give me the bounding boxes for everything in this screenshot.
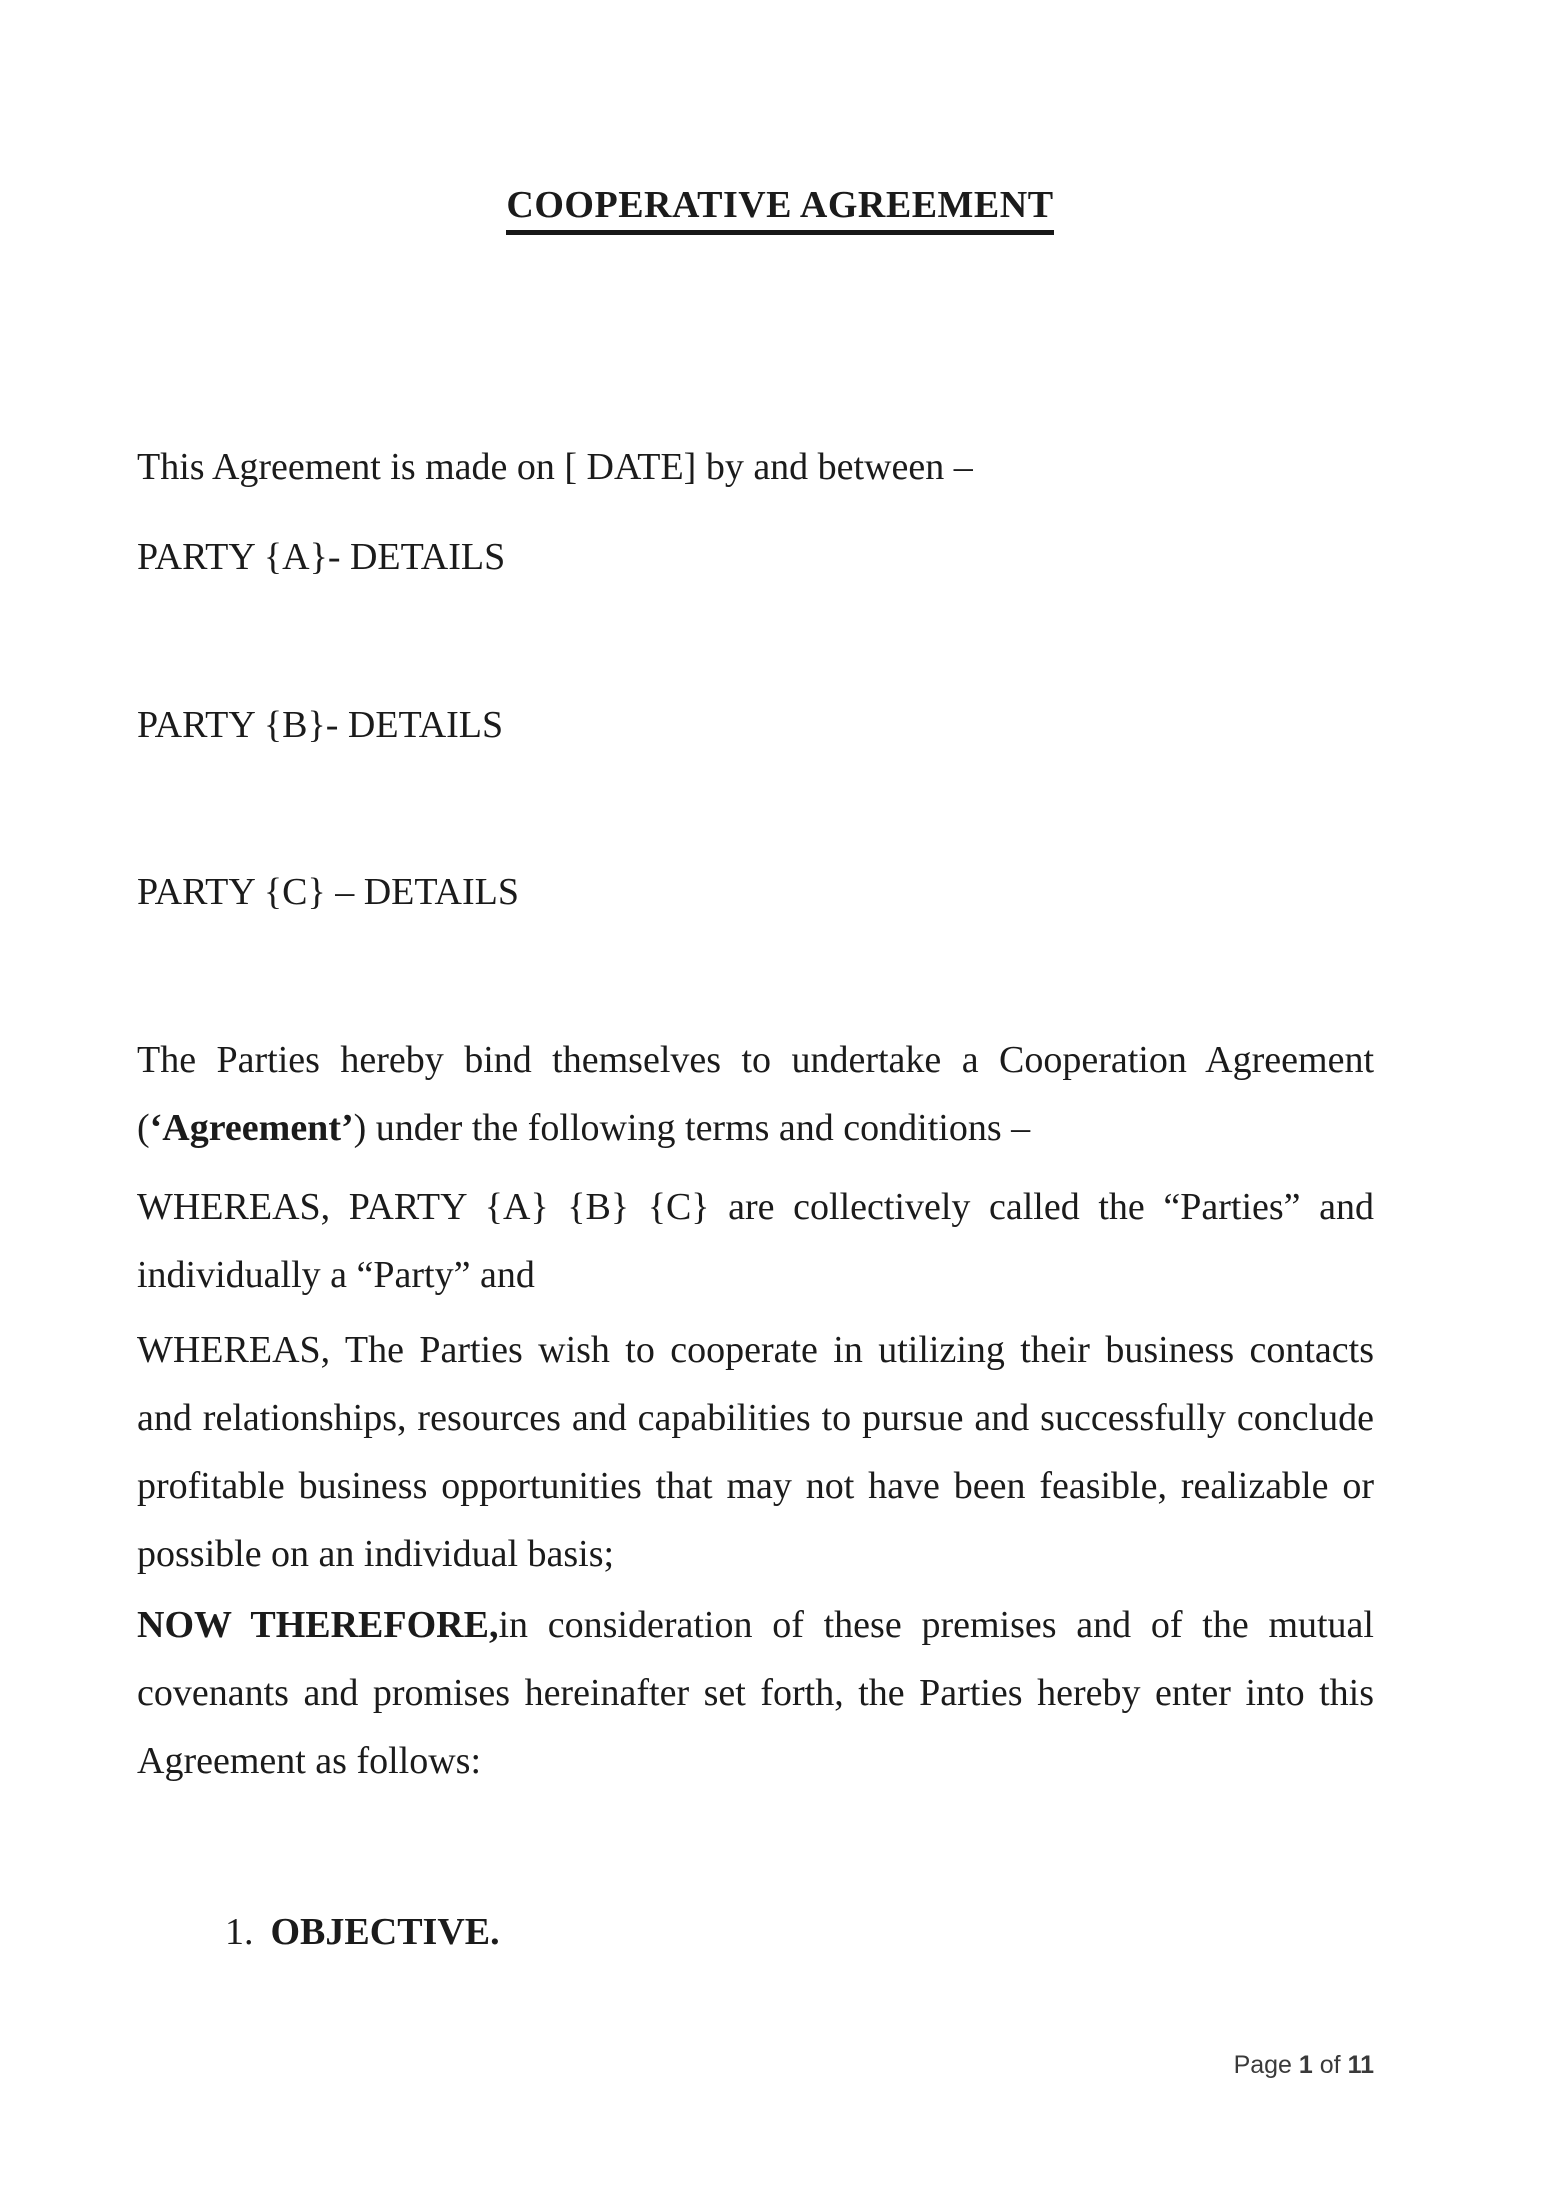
section-heading-objective xyxy=(137,1898,1374,1966)
whereas-parties-paragraph: WHEREAS, PARTY {A} {B} {C} are collectively called the “Parties” and individually a “Party” and xyxy=(137,1186,1374,1296)
whereas-cooperation-paragraph: WHEREAS, The Parties wish to cooperate in utilizing their business contacts and relationships, resources and capabilities to pursue and successfully conclude profitable business opportunities that may not have been feasible, realizable or possible on an individual basis; xyxy=(137,1329,1374,1575)
document-title-text: COOPERATIVE AGREEMENT xyxy=(506,185,1053,235)
party-a-line: PARTY {A}- DETAILS xyxy=(137,536,506,578)
intro-line: This Agreement is made on [ DATE] by and between – xyxy=(137,446,973,488)
binding-clause-post: ) under the following terms and conditions – xyxy=(353,1107,1031,1149)
binding-clause-paragraph xyxy=(137,1026,1374,1162)
party-b-line: PARTY {B}- DETAILS xyxy=(137,704,504,746)
footer-of-label: of xyxy=(1312,2051,1348,2079)
now-therefore-body: in consideration of these premises and of the mutual covenants and promises hereinafter set forth, the Parties hereby enter into this Agreement as follows: xyxy=(137,1604,1374,1782)
footer-page-total: 11 xyxy=(1347,2051,1374,2079)
now-therefore-lead: NOW THEREFORE, xyxy=(137,1604,499,1646)
section-heading-label: OBJECTIVE. xyxy=(270,1911,500,1953)
now-therefore-paragraph xyxy=(137,1591,1374,1795)
document-title xyxy=(0,185,1560,235)
footer-page-number: 1 xyxy=(1298,2051,1313,2079)
party-c-line: PARTY {C} – DETAILS xyxy=(137,871,519,913)
footer-page-label: Page xyxy=(1233,2051,1299,2079)
binding-clause-pre: The Parties hereby bind themselves to undertake a Cooperation Agreement ( xyxy=(137,1039,1374,1149)
binding-clause-term: ‘Agreement’ xyxy=(149,1107,354,1149)
page-number-footer xyxy=(1234,2050,1374,2080)
section-number: 1. xyxy=(225,1911,254,1953)
